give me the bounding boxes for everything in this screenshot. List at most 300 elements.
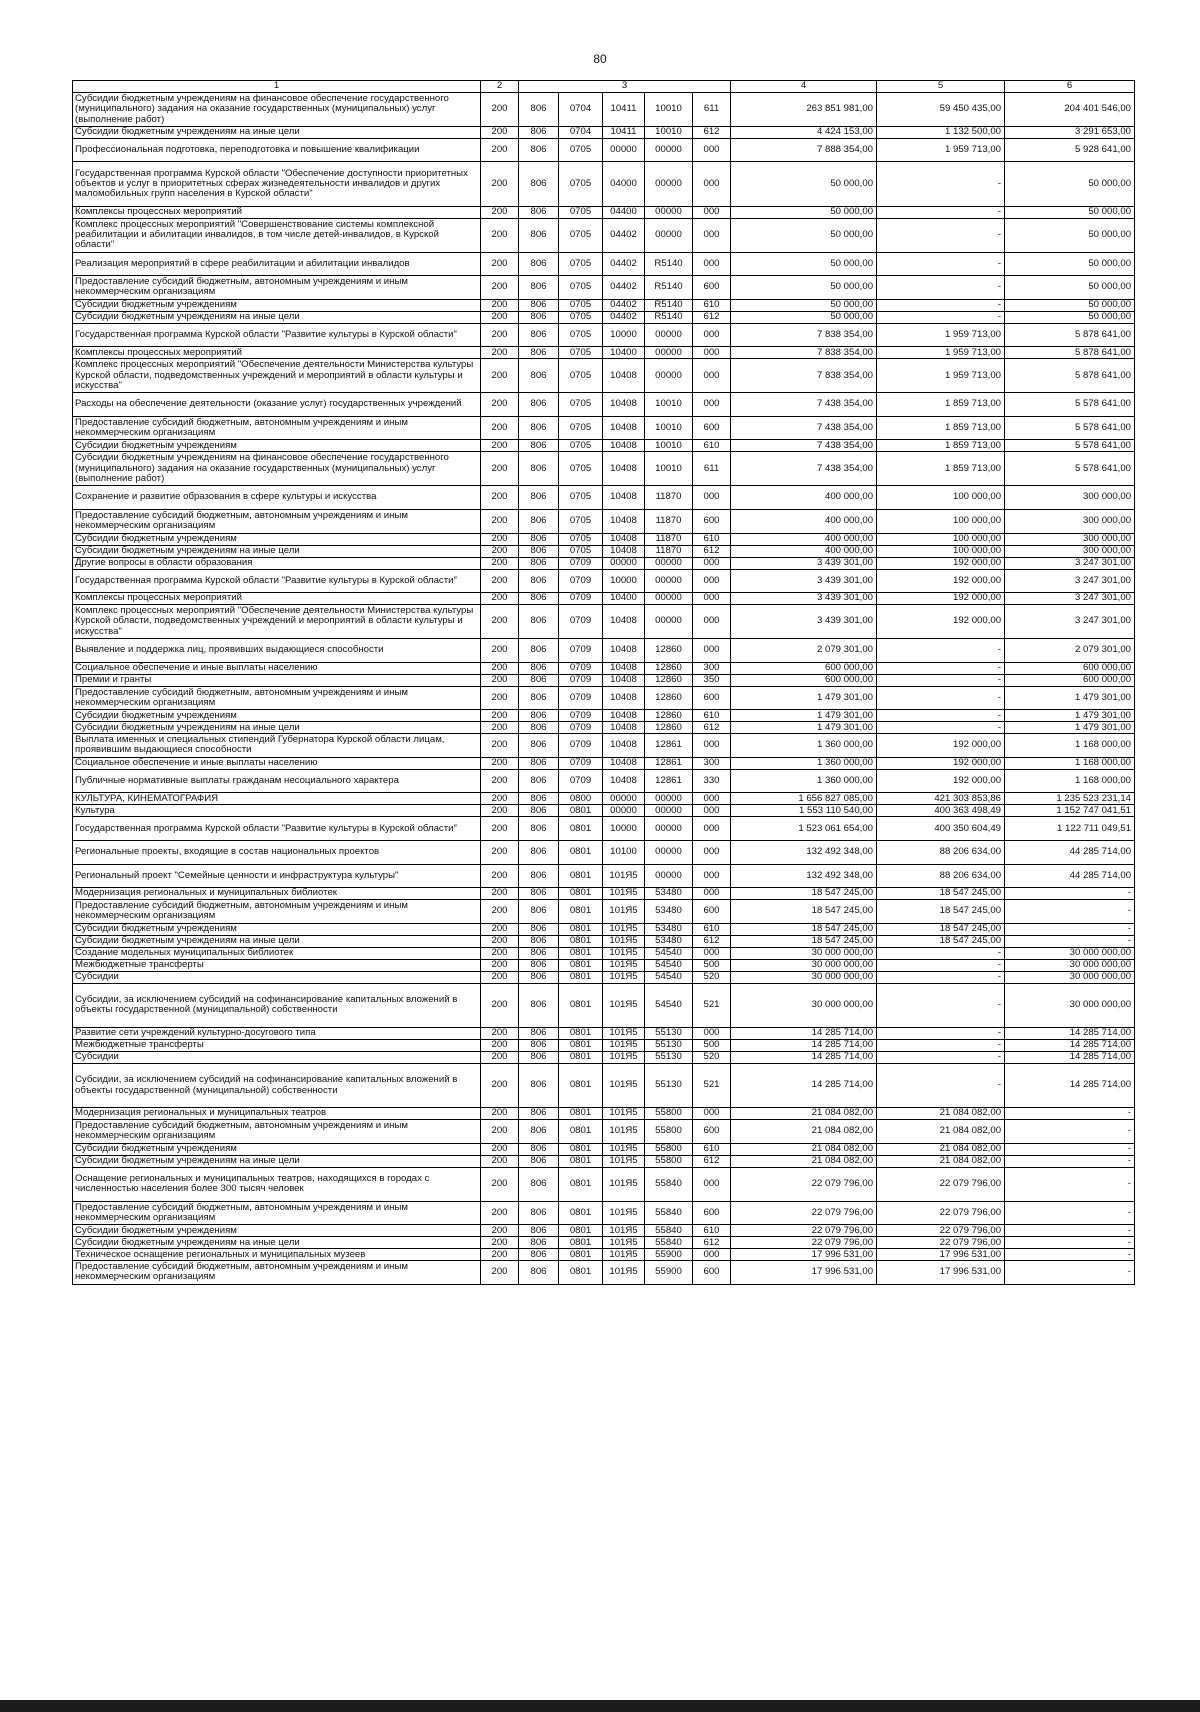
code-cell-ministry: 806 <box>519 557 559 569</box>
amount-cell-col5: 88 206 634,00 <box>877 864 1005 888</box>
code-cell-direction: 55840 <box>645 1237 693 1249</box>
amount-cell-col5: 18 547 245,00 <box>877 935 1005 947</box>
amount-cell-col4: 21 084 082,00 <box>731 1155 877 1167</box>
code-cell-ministry: 806 <box>519 662 559 674</box>
code-cell-ministry: 806 <box>519 1155 559 1167</box>
code-cell-subsection: 0709 <box>559 710 603 722</box>
amount-cell-col6: 44 285 714,00 <box>1005 840 1135 864</box>
amount-cell-col5: 18 547 245,00 <box>877 900 1005 924</box>
code-cell-program: 10408 <box>603 509 645 533</box>
code-cell-subsection: 0704 <box>559 93 603 127</box>
code-cell-subsection: 0705 <box>559 299 603 311</box>
amount-cell-col6: - <box>1005 900 1135 924</box>
code-cell-direction: 11870 <box>645 533 693 545</box>
code-cell-expense-type: 612 <box>693 1155 731 1167</box>
amount-cell-col4: 1 479 301,00 <box>731 686 877 710</box>
amount-cell-col6: - <box>1005 1167 1135 1201</box>
code-cell-section: 200 <box>481 359 519 393</box>
table-row <box>73 162 1135 206</box>
amount-cell-col4: 600 000,00 <box>731 662 877 674</box>
table-row <box>73 452 1135 486</box>
code-cell-expense-type: 520 <box>693 1051 731 1063</box>
amount-cell-col4: 1 553 110 540,00 <box>731 805 877 817</box>
code-cell-ministry: 806 <box>519 393 559 417</box>
amount-cell-col4: 400 000,00 <box>731 509 877 533</box>
amount-cell-col6: 3 247 301,00 <box>1005 557 1135 569</box>
amount-cell-col4: 1 656 827 085,00 <box>731 793 877 805</box>
code-cell-expense-type: 300 <box>693 662 731 674</box>
code-cell-direction: 54540 <box>645 959 693 971</box>
code-cell-expense-type: 600 <box>693 509 731 533</box>
amount-cell-col6: 50 000,00 <box>1005 311 1135 323</box>
code-cell-section: 200 <box>481 864 519 888</box>
code-cell-subsection: 0705 <box>559 545 603 557</box>
table-row <box>73 734 1135 758</box>
amount-cell-col5: 192 000,00 <box>877 734 1005 758</box>
row-name-cell: Комплексы процессных мероприятий <box>73 593 481 605</box>
code-cell-expense-type: 000 <box>693 218 731 252</box>
amount-cell-col6: 5 878 641,00 <box>1005 359 1135 393</box>
code-cell-direction: R5140 <box>645 299 693 311</box>
amount-cell-col5: - <box>877 1063 1005 1107</box>
code-cell-program: 101Я5 <box>603 1120 645 1144</box>
table-row <box>73 1063 1135 1107</box>
amount-cell-col6: 600 000,00 <box>1005 674 1135 686</box>
code-cell-direction: 10010 <box>645 93 693 127</box>
code-cell-expense-type: 000 <box>693 206 731 218</box>
amount-cell-col5: 21 084 082,00 <box>877 1120 1005 1144</box>
code-cell-program: 10408 <box>603 359 645 393</box>
amount-cell-col4: 7 438 354,00 <box>731 452 877 486</box>
amount-cell-col4: 22 079 796,00 <box>731 1225 877 1237</box>
code-cell-section: 200 <box>481 416 519 440</box>
code-cell-program: 101Я5 <box>603 864 645 888</box>
code-cell-ministry: 806 <box>519 840 559 864</box>
code-cell-program: 101Я5 <box>603 1225 645 1237</box>
amount-cell-col6: - <box>1005 935 1135 947</box>
amount-cell-col6: - <box>1005 1201 1135 1225</box>
code-cell-program: 04402 <box>603 311 645 323</box>
amount-cell-col4: 1 360 000,00 <box>731 757 877 769</box>
code-cell-program: 10408 <box>603 533 645 545</box>
code-cell-ministry: 806 <box>519 452 559 486</box>
amount-cell-col4: 2 079 301,00 <box>731 638 877 662</box>
amount-cell-col4: 21 084 082,00 <box>731 1120 877 1144</box>
table-row <box>73 674 1135 686</box>
code-cell-subsection: 0801 <box>559 935 603 947</box>
amount-cell-col6: 14 285 714,00 <box>1005 1039 1135 1051</box>
amount-cell-col5: 22 079 796,00 <box>877 1237 1005 1249</box>
code-cell-program: 10408 <box>603 662 645 674</box>
code-cell-subsection: 0709 <box>559 686 603 710</box>
code-cell-subsection: 0705 <box>559 486 603 510</box>
code-cell-direction: 12861 <box>645 734 693 758</box>
code-cell-expense-type: 000 <box>693 486 731 510</box>
table-row <box>73 509 1135 533</box>
amount-cell-col5: 1 859 713,00 <box>877 393 1005 417</box>
amount-cell-col4: 22 079 796,00 <box>731 1237 877 1249</box>
table-row <box>73 440 1135 452</box>
code-cell-program: 10408 <box>603 486 645 510</box>
table-row <box>73 533 1135 545</box>
code-cell-ministry: 806 <box>519 1201 559 1225</box>
code-cell-expense-type: 000 <box>693 864 731 888</box>
code-cell-direction: 00000 <box>645 605 693 639</box>
code-cell-program: 10408 <box>603 734 645 758</box>
amount-cell-col6: 5 578 641,00 <box>1005 416 1135 440</box>
row-name-cell: Предоставление субсидий бюджетным, автономным учреждениям и иным некоммерческим организациям <box>73 686 481 710</box>
amount-cell-col5: 1 959 713,00 <box>877 359 1005 393</box>
amount-cell-col5: 1 132 500,00 <box>877 126 1005 138</box>
row-name-cell: Субсидии бюджетным учреждениям на финансовое обеспечение государственного (муниципального) задания на оказание государственных (муниципальных) услуг (выполнение работ) <box>73 93 481 127</box>
code-cell-subsection: 0801 <box>559 971 603 983</box>
amount-cell-col6: 30 000 000,00 <box>1005 983 1135 1027</box>
amount-cell-col5: 17 996 531,00 <box>877 1249 1005 1261</box>
code-cell-program: 04402 <box>603 218 645 252</box>
code-cell-direction: 55900 <box>645 1261 693 1285</box>
code-cell-ministry: 806 <box>519 1167 559 1201</box>
row-name-cell: Премии и гранты <box>73 674 481 686</box>
amount-cell-col6: 1 479 301,00 <box>1005 722 1135 734</box>
code-cell-ministry: 806 <box>519 440 559 452</box>
amount-cell-col5: 192 000,00 <box>877 769 1005 793</box>
code-cell-expense-type: 600 <box>693 900 731 924</box>
row-name-cell: Субсидии бюджетным учреждениям <box>73 1143 481 1155</box>
amount-cell-col4: 50 000,00 <box>731 299 877 311</box>
row-name-cell: Субсидии <box>73 1051 481 1063</box>
code-cell-direction: 53480 <box>645 888 693 900</box>
amount-cell-col6: 300 000,00 <box>1005 533 1135 545</box>
amount-cell-col4: 4 424 153,00 <box>731 126 877 138</box>
amount-cell-col6: 1 479 301,00 <box>1005 686 1135 710</box>
code-cell-section: 200 <box>481 1225 519 1237</box>
code-cell-ministry: 806 <box>519 1063 559 1107</box>
code-cell-ministry: 806 <box>519 509 559 533</box>
table-row <box>73 1155 1135 1167</box>
code-cell-subsection: 0801 <box>559 1249 603 1261</box>
code-cell-expense-type: 500 <box>693 1039 731 1051</box>
amount-cell-col6: 3 247 301,00 <box>1005 569 1135 593</box>
table-row <box>73 935 1135 947</box>
amount-cell-col6: 1 168 000,00 <box>1005 769 1135 793</box>
amount-cell-col4: 17 996 531,00 <box>731 1261 877 1285</box>
code-cell-direction: 54540 <box>645 983 693 1027</box>
code-cell-program: 10000 <box>603 569 645 593</box>
amount-cell-col6: 5 878 641,00 <box>1005 347 1135 359</box>
code-cell-ministry: 806 <box>519 126 559 138</box>
amount-cell-col4: 400 000,00 <box>731 533 877 545</box>
table-row <box>73 793 1135 805</box>
amount-cell-col4: 18 547 245,00 <box>731 900 877 924</box>
code-cell-expense-type: 000 <box>693 252 731 276</box>
row-name-cell: Культура <box>73 805 481 817</box>
code-cell-ministry: 806 <box>519 593 559 605</box>
code-cell-program: 04400 <box>603 206 645 218</box>
code-cell-section: 200 <box>481 722 519 734</box>
header-cell-5: 5 <box>877 81 1005 93</box>
amount-cell-col6: 1 122 711 049,51 <box>1005 817 1135 841</box>
amount-cell-col4: 263 851 981,00 <box>731 93 877 127</box>
amount-cell-col5: - <box>877 1039 1005 1051</box>
code-cell-subsection: 0705 <box>559 311 603 323</box>
code-cell-direction: 55130 <box>645 1051 693 1063</box>
amount-cell-col5: - <box>877 1051 1005 1063</box>
code-cell-direction: 12860 <box>645 662 693 674</box>
code-cell-expense-type: 000 <box>693 734 731 758</box>
row-name-cell: Субсидии <box>73 971 481 983</box>
code-cell-ministry: 806 <box>519 757 559 769</box>
code-cell-program: 10408 <box>603 393 645 417</box>
code-cell-direction: 12861 <box>645 769 693 793</box>
table-row <box>73 206 1135 218</box>
amount-cell-col5: - <box>877 206 1005 218</box>
code-cell-direction: 55130 <box>645 1039 693 1051</box>
amount-cell-col4: 7 838 354,00 <box>731 323 877 347</box>
amount-cell-col6: 14 285 714,00 <box>1005 1051 1135 1063</box>
code-cell-subsection: 0705 <box>559 138 603 162</box>
code-cell-direction: 00000 <box>645 347 693 359</box>
table-row <box>73 299 1135 311</box>
header-row <box>73 81 1135 93</box>
code-cell-section: 200 <box>481 1237 519 1249</box>
amount-cell-col6: 5 578 641,00 <box>1005 393 1135 417</box>
table-row <box>73 722 1135 734</box>
table-row <box>73 1261 1135 1285</box>
code-cell-program: 00000 <box>603 557 645 569</box>
amount-cell-col6: 14 285 714,00 <box>1005 1027 1135 1039</box>
code-cell-subsection: 0709 <box>559 557 603 569</box>
code-cell-program: 10408 <box>603 545 645 557</box>
code-cell-program: 101Я5 <box>603 1051 645 1063</box>
code-cell-expense-type: 600 <box>693 1261 731 1285</box>
code-cell-ministry: 806 <box>519 416 559 440</box>
table-row <box>73 323 1135 347</box>
code-cell-expense-type: 600 <box>693 1120 731 1144</box>
code-cell-section: 200 <box>481 1201 519 1225</box>
code-cell-expense-type: 600 <box>693 686 731 710</box>
code-cell-ministry: 806 <box>519 299 559 311</box>
amount-cell-col5: - <box>877 983 1005 1027</box>
row-name-cell: Межбюджетные трансферты <box>73 1039 481 1051</box>
code-cell-program: 00000 <box>603 138 645 162</box>
code-cell-subsection: 0801 <box>559 900 603 924</box>
code-cell-subsection: 0709 <box>559 593 603 605</box>
row-name-cell: Предоставление субсидий бюджетным, автономным учреждениям и иным некоммерческим организациям <box>73 900 481 924</box>
code-cell-section: 200 <box>481 817 519 841</box>
code-cell-program: 10411 <box>603 93 645 127</box>
code-cell-ministry: 806 <box>519 1261 559 1285</box>
code-cell-ministry: 806 <box>519 722 559 734</box>
code-cell-direction: 00000 <box>645 840 693 864</box>
row-name-cell: Региональный проект "Семейные ценности и инфраструктура культуры" <box>73 864 481 888</box>
code-cell-section: 200 <box>481 900 519 924</box>
row-name-cell: Субсидии бюджетным учреждениям на иные цели <box>73 545 481 557</box>
code-cell-ministry: 806 <box>519 1237 559 1249</box>
amount-cell-col6: - <box>1005 923 1135 935</box>
code-cell-expense-type: 000 <box>693 805 731 817</box>
amount-cell-col6: 50 000,00 <box>1005 252 1135 276</box>
amount-cell-col5: 59 450 435,00 <box>877 93 1005 127</box>
code-cell-direction: 10010 <box>645 416 693 440</box>
code-cell-direction: R5140 <box>645 276 693 300</box>
row-name-cell: Межбюджетные трансферты <box>73 959 481 971</box>
code-cell-program: 10408 <box>603 722 645 734</box>
row-name-cell: Предоставление субсидий бюджетным, автономным учреждениям и иным некоммерческим организациям <box>73 1201 481 1225</box>
row-name-cell: Субсидии бюджетным учреждениям на финансовое обеспечение государственного (муниципального) задания на оказание государственных (муниципальных) услуг (выполнение работ) <box>73 452 481 486</box>
code-cell-ministry: 806 <box>519 686 559 710</box>
table-row <box>73 947 1135 959</box>
amount-cell-col4: 21 084 082,00 <box>731 1143 877 1155</box>
amount-cell-col5: 100 000,00 <box>877 545 1005 557</box>
code-cell-ministry: 806 <box>519 533 559 545</box>
code-cell-program: 10408 <box>603 638 645 662</box>
code-cell-subsection: 0801 <box>559 1143 603 1155</box>
row-name-cell: Модернизация региональных и муниципальных театров <box>73 1108 481 1120</box>
amount-cell-col4: 3 439 301,00 <box>731 557 877 569</box>
code-cell-program: 101Я5 <box>603 1063 645 1107</box>
amount-cell-col6: - <box>1005 1155 1135 1167</box>
code-cell-program: 10000 <box>603 817 645 841</box>
code-cell-section: 200 <box>481 947 519 959</box>
amount-cell-col5: 192 000,00 <box>877 557 1005 569</box>
amount-cell-col6: 300 000,00 <box>1005 509 1135 533</box>
table-row <box>73 769 1135 793</box>
table-row <box>73 276 1135 300</box>
code-cell-subsection: 0709 <box>559 674 603 686</box>
code-cell-ministry: 806 <box>519 1108 559 1120</box>
code-cell-expense-type: 521 <box>693 983 731 1027</box>
amount-cell-col6: - <box>1005 1261 1135 1285</box>
code-cell-section: 200 <box>481 1167 519 1201</box>
amount-cell-col6: 50 000,00 <box>1005 206 1135 218</box>
amount-cell-col4: 3 439 301,00 <box>731 569 877 593</box>
code-cell-section: 200 <box>481 509 519 533</box>
code-cell-program: 101Я5 <box>603 923 645 935</box>
code-cell-direction: 11870 <box>645 545 693 557</box>
code-cell-program: 101Я5 <box>603 1249 645 1261</box>
code-cell-direction: 12860 <box>645 674 693 686</box>
code-cell-program: 101Я5 <box>603 1167 645 1201</box>
code-cell-section: 200 <box>481 218 519 252</box>
code-cell-program: 10100 <box>603 840 645 864</box>
code-cell-section: 200 <box>481 533 519 545</box>
code-cell-expense-type: 000 <box>693 793 731 805</box>
code-cell-section: 200 <box>481 557 519 569</box>
amount-cell-col4: 1 479 301,00 <box>731 710 877 722</box>
amount-cell-col4: 50 000,00 <box>731 311 877 323</box>
code-cell-subsection: 0705 <box>559 323 603 347</box>
code-cell-section: 200 <box>481 638 519 662</box>
code-cell-section: 200 <box>481 959 519 971</box>
code-cell-expense-type: 610 <box>693 299 731 311</box>
amount-cell-col5: 192 000,00 <box>877 605 1005 639</box>
table-row <box>73 1167 1135 1201</box>
code-cell-program: 04402 <box>603 252 645 276</box>
code-cell-program: 101Я5 <box>603 1143 645 1155</box>
code-cell-subsection: 0705 <box>559 276 603 300</box>
amount-cell-col4: 1 523 061 654,00 <box>731 817 877 841</box>
row-name-cell: Публичные нормативные выплаты гражданам несоциального характера <box>73 769 481 793</box>
code-cell-expense-type: 612 <box>693 545 731 557</box>
amount-cell-col5: - <box>877 1027 1005 1039</box>
table-row <box>73 486 1135 510</box>
row-name-cell: Профессиональная подготовка, переподготовка и повышение квалификации <box>73 138 481 162</box>
code-cell-program: 101Я5 <box>603 1237 645 1249</box>
row-name-cell: Субсидии бюджетным учреждениям на иные цели <box>73 722 481 734</box>
code-cell-ministry: 806 <box>519 935 559 947</box>
code-cell-ministry: 806 <box>519 805 559 817</box>
row-name-cell: Субсидии бюджетным учреждениям <box>73 923 481 935</box>
amount-cell-col4: 3 439 301,00 <box>731 605 877 639</box>
code-cell-expense-type: 610 <box>693 440 731 452</box>
code-cell-expense-type: 000 <box>693 1027 731 1039</box>
table-row <box>73 569 1135 593</box>
code-cell-subsection: 0709 <box>559 662 603 674</box>
code-cell-direction: 00000 <box>645 593 693 605</box>
code-cell-ministry: 806 <box>519 674 559 686</box>
row-name-cell: Социальное обеспечение и иные выплаты населению <box>73 757 481 769</box>
table-row <box>73 1039 1135 1051</box>
amount-cell-col5: 21 084 082,00 <box>877 1108 1005 1120</box>
code-cell-section: 200 <box>481 440 519 452</box>
amount-cell-col5: - <box>877 276 1005 300</box>
amount-cell-col4: 30 000 000,00 <box>731 947 877 959</box>
code-cell-program: 10400 <box>603 593 645 605</box>
code-cell-subsection: 0801 <box>559 888 603 900</box>
amount-cell-col5: 22 079 796,00 <box>877 1225 1005 1237</box>
code-cell-subsection: 0800 <box>559 793 603 805</box>
code-cell-program: 10408 <box>603 416 645 440</box>
code-cell-program: 101Я5 <box>603 1155 645 1167</box>
table-row <box>73 545 1135 557</box>
code-cell-direction: 12860 <box>645 638 693 662</box>
code-cell-program: 10408 <box>603 674 645 686</box>
code-cell-section: 200 <box>481 793 519 805</box>
amount-cell-col5: 22 079 796,00 <box>877 1201 1005 1225</box>
amount-cell-col4: 400 000,00 <box>731 545 877 557</box>
code-cell-expense-type: 000 <box>693 1167 731 1201</box>
row-name-cell: Субсидии бюджетным учреждениям на иные цели <box>73 1155 481 1167</box>
code-cell-program: 101Я5 <box>603 900 645 924</box>
row-name-cell: Государственная программа Курской области "Развитие культуры в Курской области" <box>73 569 481 593</box>
code-cell-program: 101Я5 <box>603 971 645 983</box>
code-cell-section: 200 <box>481 923 519 935</box>
row-name-cell: Субсидии бюджетным учреждениям на иные цели <box>73 311 481 323</box>
code-cell-ministry: 806 <box>519 162 559 206</box>
code-cell-expense-type: 612 <box>693 1237 731 1249</box>
header-cell-4: 4 <box>731 81 877 93</box>
code-cell-ministry: 806 <box>519 605 559 639</box>
code-cell-direction: 00000 <box>645 162 693 206</box>
code-cell-expense-type: 000 <box>693 605 731 639</box>
table-row <box>73 218 1135 252</box>
code-cell-expense-type: 500 <box>693 959 731 971</box>
amount-cell-col5: 100 000,00 <box>877 509 1005 533</box>
amount-cell-col4: 50 000,00 <box>731 206 877 218</box>
row-name-cell: Развитие сети учреждений культурно-досугового типа <box>73 1027 481 1039</box>
table-row <box>73 1120 1135 1144</box>
amount-cell-col6: 2 079 301,00 <box>1005 638 1135 662</box>
code-cell-direction: 00000 <box>645 206 693 218</box>
code-cell-section: 200 <box>481 486 519 510</box>
code-cell-program: 101Я5 <box>603 1027 645 1039</box>
page-number: 80 <box>593 52 607 66</box>
code-cell-direction: 54540 <box>645 947 693 959</box>
amount-cell-col5: - <box>877 638 1005 662</box>
amount-cell-col5: 421 303 853,86 <box>877 793 1005 805</box>
code-cell-direction: 12860 <box>645 686 693 710</box>
code-cell-ministry: 806 <box>519 93 559 127</box>
